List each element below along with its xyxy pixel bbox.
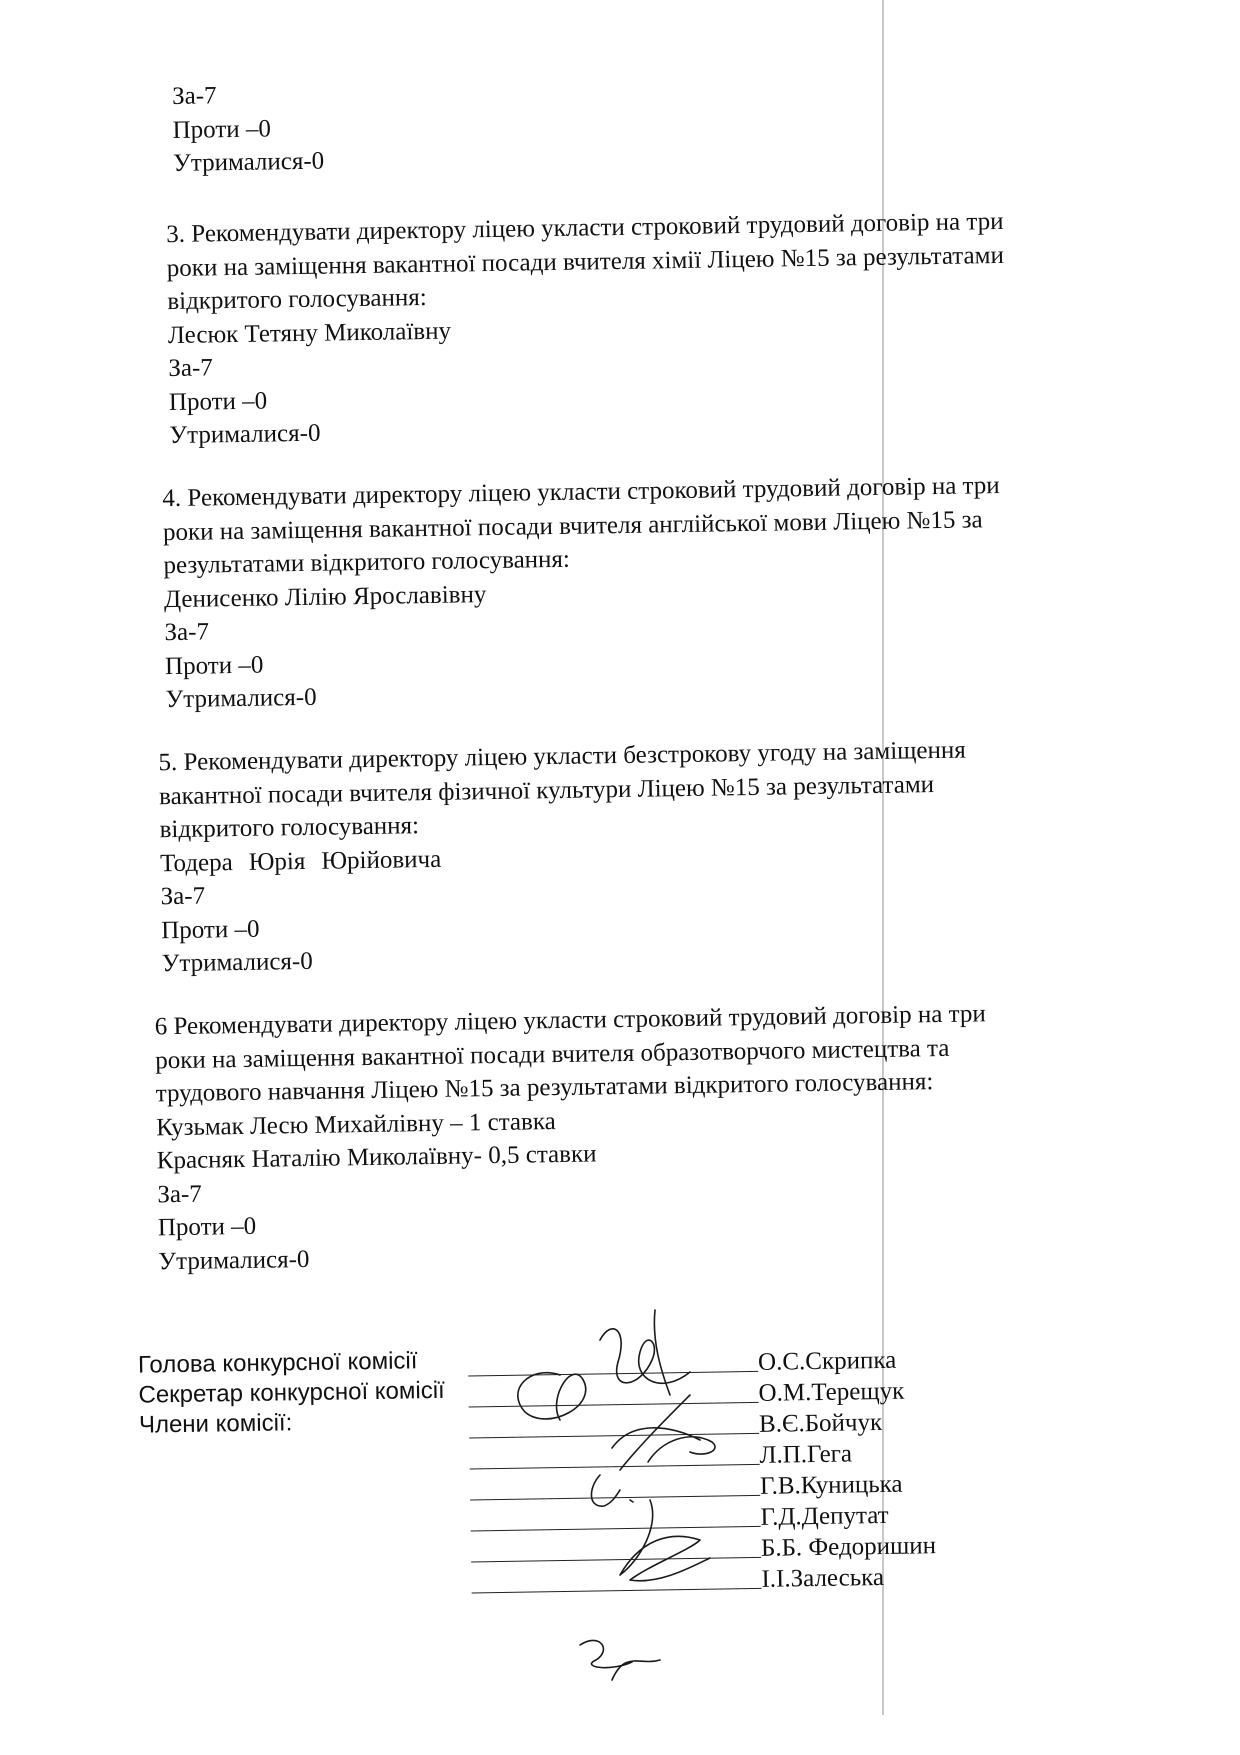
resolution-4: [162, 469, 1003, 717]
resolution-6: [154, 997, 989, 1278]
vote-abstained: Утрималися-0: [172, 147, 325, 177]
signatory-name: Б.Б. Федоришин: [760, 1532, 937, 1562]
signature-roles: [138, 1346, 446, 1441]
vote-for: За-7: [157, 1180, 203, 1208]
vote-for: За-7: [164, 618, 210, 647]
signatory-name: Л.П.Гега: [759, 1440, 853, 1469]
candidate-name-2: Красняк Наталію Миколаївну- 0,5 ставки: [156, 1140, 597, 1175]
resolution-6-line-1: 6 Рекомендувати директору ліцею укласти строковий трудовий договір на три: [154, 1000, 986, 1041]
candidate-patronymic: Юрійовича: [321, 845, 442, 875]
resolution-5-line-1: 5. Рекомендувати директору ліцею укласти безстрокову угоду на заміщення: [158, 736, 966, 777]
candidate-name: Денисенко Лілію Ярославівну: [163, 580, 487, 613]
vote-against: Проти –0: [172, 114, 272, 144]
signature-underline: [471, 1557, 761, 1563]
candidate-name-1: Кузьмак Лесю Михайлівну – 1 ставка: [156, 1107, 556, 1141]
resolution-4-line-2: роки на заміщення вакантної посади вчителя англійської мови Ліцею №15 за: [162, 505, 983, 546]
signature-underline: [469, 1433, 759, 1439]
signature-underline: [470, 1495, 760, 1501]
vote-abstained: Утрималися-0: [165, 683, 317, 714]
signatory-name: Г.В.Куницька: [759, 1470, 903, 1500]
candidate-name: Лесюк Тетяну Миколаївну: [167, 317, 452, 349]
signatory-name: І.І.Залеська: [761, 1563, 885, 1593]
resolution-3-line-3: відкритого голосування:: [167, 283, 427, 316]
signatory-name: В.Є.Бойчук: [758, 1408, 883, 1438]
resolution-4-line-1: 4. Рекомендувати директору ліцею укласти строковий трудовий договір на три: [162, 472, 1000, 513]
vote-abstained: Утрималися-0: [161, 947, 313, 978]
role-chair: Голова конкурсної комісії: [137, 1347, 418, 1379]
resolution-3-line-1: 3. Рекомендувати директору ліцею укласти строковий трудовий договір на три: [166, 207, 1004, 249]
vote-for: За-7: [168, 354, 214, 383]
signature-underline: [471, 1526, 761, 1532]
resolution-6-line-3: трудового навчання Ліцею №15 за результатами відкритого голосування:: [155, 1068, 934, 1108]
role-secretary: Секретар конкурсної комісії: [138, 1376, 445, 1409]
resolution-5: [158, 734, 969, 981]
resolution-5-line-3: відкритого голосування:: [159, 812, 420, 844]
signatory-name: Г.Д.Депутат: [760, 1501, 889, 1531]
resolution-4-line-3: результатами відкритого голосування:: [163, 545, 571, 580]
signature-block: [138, 1337, 1003, 1650]
resolution-5-line-2: вакантної посади вчителя фізичної культури Ліцею №15 за результатами: [158, 770, 935, 810]
signature-underline: [469, 1402, 759, 1408]
signatory-name: О.М.Терещук: [758, 1377, 905, 1407]
candidate-surname: Тодера: [159, 848, 233, 877]
vote-for: За-7: [160, 882, 206, 911]
vote-block-2: [172, 78, 325, 181]
vote-abstained: Утрималися-0: [158, 1245, 310, 1275]
signature-underline: [470, 1464, 760, 1470]
signature-lines: [468, 1346, 937, 1601]
vote-against: Проти –0: [164, 651, 264, 680]
resolution-3: [166, 205, 1007, 453]
signatory-name: О.С.Скрипка: [757, 1346, 897, 1376]
candidate-first-name: Юрія: [248, 847, 306, 876]
vote-against: Проти –0: [157, 1212, 257, 1242]
vote-against: Проти –0: [160, 915, 260, 944]
signature-underline: [468, 1371, 758, 1377]
resolution-6-line-2: роки на заміщення вакантної посади вчителя образотворчого мистецтва та: [155, 1034, 950, 1074]
vote-against: Проти –0: [168, 387, 268, 416]
vote-for: За-7: [171, 82, 217, 110]
resolution-3-line-2: роки на заміщення вакантної посади вчителя хімії Ліцею №15 за результатами: [166, 241, 1005, 282]
vote-abstained: Утрималися-0: [169, 419, 321, 450]
role-members: Члени комісії:: [138, 1409, 293, 1439]
signature-underline: [472, 1588, 762, 1594]
